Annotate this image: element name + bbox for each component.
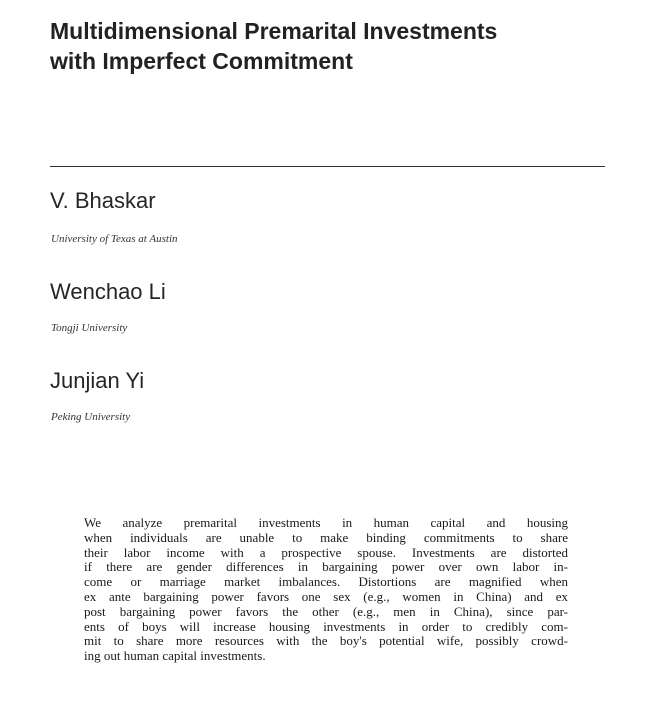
abstract-line: when individuals are unable to make binding commitments to share (84, 530, 568, 545)
title-line-1: Multidimensional Premarital Investments (50, 18, 498, 44)
abstract-line: ing out human capital investments. (84, 649, 266, 664)
abstract-line: ex ante bargaining power favors one sex (e.g., women in China) and ex (84, 589, 568, 604)
abstract-line: post bargaining power favors the other (e.g., men in China), since par- (84, 604, 568, 619)
abstract-line: if there are gender differences in bargaining power over own labor in- (84, 560, 568, 575)
abstract-line: ents of boys will increase housing investments in order to credibly com- (84, 619, 568, 634)
author-name: Junjian Yi (50, 368, 145, 393)
author-affiliation: Tongji University (51, 322, 128, 334)
paper-title (50, 16, 610, 76)
abstract-line: their labor income with a prospective spouse. Investments are distorted (84, 545, 568, 560)
author-name: Wenchao Li (50, 279, 166, 304)
author-affiliation: Peking University (51, 411, 131, 423)
title-divider (50, 166, 605, 167)
title-line-2: with Imperfect Commitment (50, 48, 353, 74)
author-name: V. Bhaskar (50, 188, 156, 213)
abstract-line: We analyze premarital investments in human capital and housing (84, 516, 568, 530)
author-affiliation: University of Texas at Austin (51, 233, 178, 245)
abstract (84, 516, 568, 664)
abstract-line: mit to share more resources with the boy's potential wife, possibly crowd- (84, 634, 568, 649)
abstract-line: come or marriage market imbalances. Distortions are magnified when (84, 575, 568, 590)
